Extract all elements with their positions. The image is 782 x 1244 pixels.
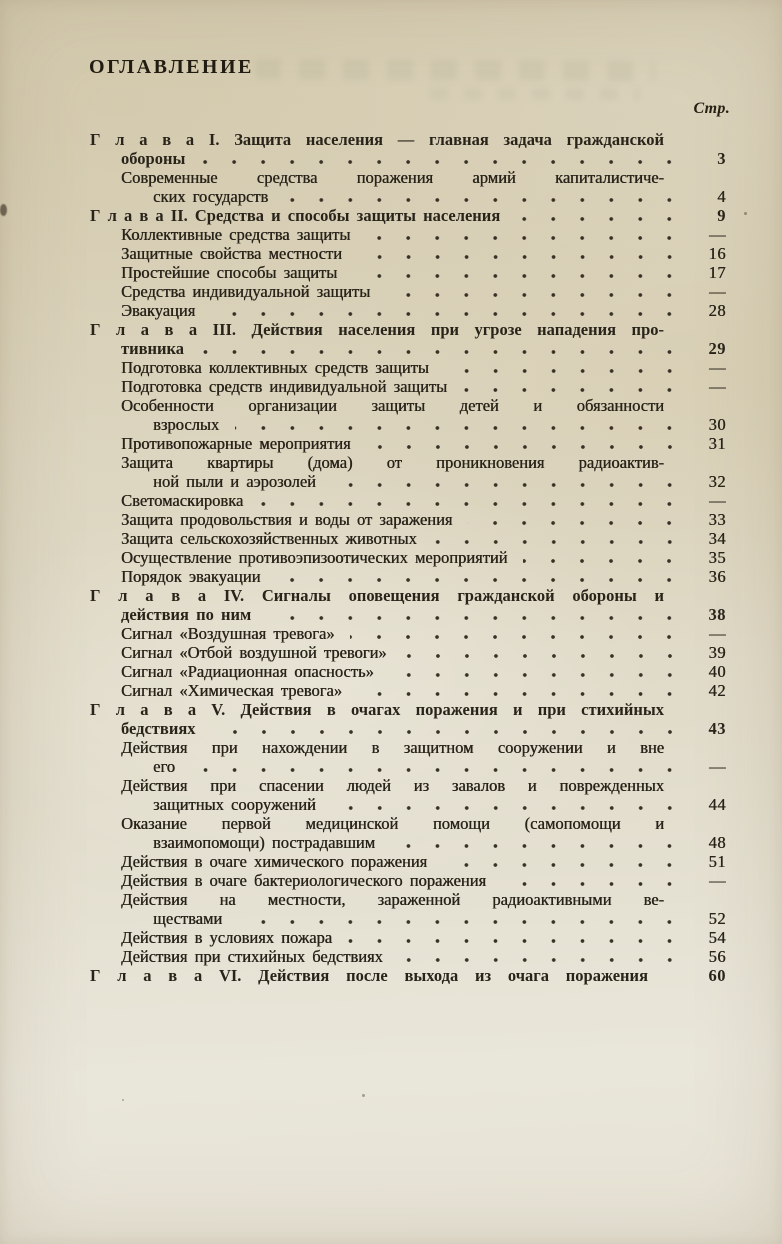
dot-leader xyxy=(200,349,684,355)
page-number: 35 xyxy=(708,548,726,567)
page-number: 4 xyxy=(717,187,726,206)
dot-leader xyxy=(523,558,684,564)
toc-line-text: Оказание первой медицинской помощи (самопомощи и xyxy=(121,814,664,833)
toc-line xyxy=(90,548,726,567)
toc-line xyxy=(90,453,726,472)
page-number: — xyxy=(709,358,726,377)
toc-line-text: Действия в очаге бактериологического поражения xyxy=(121,871,487,890)
toc-line-text: Действия при спасении людей из завалов и поврежденных xyxy=(121,776,664,795)
dot-leader xyxy=(332,805,684,811)
dot-leader xyxy=(445,368,684,374)
toc-line-text: Г л а в а I. Защита населения — главная задача гражданской xyxy=(90,130,664,149)
toc-line-text: Г л а в а V. Действия в очагах поражения и при стихийных xyxy=(90,700,664,719)
toc-line-text: Г л а в а VI. Действия после выхода из очага поражения xyxy=(90,966,648,985)
dot-leader xyxy=(201,159,684,165)
toc-line xyxy=(90,358,726,377)
dot-leader xyxy=(235,425,684,431)
toc-line-text: Средства индивидуальной защиты xyxy=(121,282,371,301)
dot-leader xyxy=(516,216,684,222)
toc-line-text: ских государств xyxy=(153,187,269,206)
toc-line-text: Действия в условиях пожара xyxy=(121,928,333,947)
toc-line xyxy=(90,187,726,206)
page-number: 44 xyxy=(708,795,726,814)
dot-leader xyxy=(443,862,684,868)
toc-line xyxy=(90,776,726,795)
toc-line-text: Защита квартиры (дома) от проникновения радиоактив- xyxy=(121,453,664,472)
page-number: 29 xyxy=(708,339,726,358)
page-number: 52 xyxy=(708,909,726,928)
dot-leader xyxy=(468,520,684,526)
toc-line-text: взрослых xyxy=(153,415,220,434)
toc-line xyxy=(90,130,726,149)
toc-line-text: Эвакуация xyxy=(121,301,196,320)
page-number: 30 xyxy=(708,415,726,434)
toc-line xyxy=(90,339,726,358)
toc-line-text: Сигнал «Воздушная тревога» xyxy=(121,624,335,643)
toc-line xyxy=(90,282,726,301)
dot-leader xyxy=(284,197,684,203)
toc-list xyxy=(90,130,726,985)
page-number: 38 xyxy=(708,605,726,624)
toc-line xyxy=(90,700,726,719)
page-number: — xyxy=(709,282,726,301)
toc-line xyxy=(90,662,726,681)
page-number: 48 xyxy=(708,833,726,852)
page-number: — xyxy=(709,871,726,890)
toc-line-text: бедствиях xyxy=(121,719,196,738)
toc-line-text: ной пыли и аэрозолей xyxy=(153,472,316,491)
page-number: 39 xyxy=(708,643,726,662)
bleed-through-artifact xyxy=(255,59,655,81)
toc-line xyxy=(90,871,726,890)
toc-line-text: тивника xyxy=(121,339,185,358)
toc-line-text: взаимопомощи) пострадавшим xyxy=(153,833,376,852)
toc-line xyxy=(90,643,726,662)
toc-line-text: Защитные свойства местности xyxy=(121,244,342,263)
toc-line xyxy=(90,947,726,966)
page-number: 34 xyxy=(708,529,726,548)
page-number: 43 xyxy=(708,719,726,738)
toc-line xyxy=(90,567,726,586)
dot-leader xyxy=(358,254,684,260)
toc-line-text: Сигнал «Радиационная опасность» xyxy=(121,662,374,681)
toc-line xyxy=(90,814,726,833)
toc-line xyxy=(90,529,726,548)
toc-line-text: Действия на местности, зараженной радиоактивными ве- xyxy=(121,890,664,909)
dot-leader xyxy=(211,311,684,317)
toc-line xyxy=(90,168,726,187)
page-number: 32 xyxy=(708,472,726,491)
toc-line xyxy=(90,795,726,814)
toc-line xyxy=(90,966,726,985)
toc-line-text: Коллективные средства защиты xyxy=(121,225,351,244)
page-number: 16 xyxy=(708,244,726,263)
page-number: — xyxy=(709,757,726,776)
toc-line-text: его xyxy=(153,757,175,776)
toc-line-text: Противопожарные мероприятия xyxy=(121,434,351,453)
dot-leader xyxy=(367,444,684,450)
dot-leader xyxy=(358,691,684,697)
dot-leader xyxy=(433,539,684,545)
toc-line xyxy=(90,852,726,871)
toc-line xyxy=(90,301,726,320)
toc-line-text: Светомаскировка xyxy=(121,491,244,510)
page-number: — xyxy=(709,624,726,643)
toc-line xyxy=(90,434,726,453)
page-number: 9 xyxy=(717,206,726,225)
toc-line xyxy=(90,263,726,282)
toc-line xyxy=(90,244,726,263)
page-number: 28 xyxy=(708,301,726,320)
paper-speck xyxy=(744,212,747,215)
toc-line-text: Современные средства поражения армий капиталистиче- xyxy=(121,168,664,187)
page-number: 60 xyxy=(708,966,726,985)
dot-leader xyxy=(259,501,684,507)
page-number: 31 xyxy=(708,434,726,453)
toc-line-text: ществами xyxy=(153,909,223,928)
toc-line-text: Подготовка коллективных средств защиты xyxy=(121,358,429,377)
dot-leader xyxy=(212,729,684,735)
dot-leader xyxy=(348,938,684,944)
toc-line xyxy=(90,890,726,909)
toc-line-text: Г л а в а II. Средства и способы защиты населения xyxy=(90,206,501,225)
page-number: 36 xyxy=(708,567,726,586)
page-column-header: Стр. xyxy=(693,100,730,117)
dot-leader xyxy=(238,919,684,925)
toc-line xyxy=(90,206,726,225)
toc-line xyxy=(90,757,726,776)
dot-leader xyxy=(502,881,684,887)
dot-leader xyxy=(463,387,684,393)
toc-line xyxy=(90,149,726,168)
page-number: 54 xyxy=(708,928,726,947)
toc-line xyxy=(90,909,726,928)
toc-line xyxy=(90,738,726,757)
page-number: 3 xyxy=(717,149,726,168)
dot-leader xyxy=(386,292,684,298)
dot-leader xyxy=(403,653,684,659)
toc-line-text: Действия в очаге химического поражения xyxy=(121,852,428,871)
paper-speck xyxy=(362,1094,365,1097)
dot-leader xyxy=(391,843,684,849)
page-number: 33 xyxy=(708,510,726,529)
toc-line xyxy=(90,415,726,434)
page-number: — xyxy=(709,491,726,510)
toc-line xyxy=(90,681,726,700)
toc-line-text: Г л а в а III. Действия населения при угрозе нападения про- xyxy=(90,320,664,339)
bleed-through-artifact xyxy=(430,88,640,100)
toc-line xyxy=(90,472,726,491)
dot-leader xyxy=(366,235,684,241)
toc-line-text: защитных сооружений xyxy=(153,795,316,814)
toc-line-text: действия по ним xyxy=(121,605,252,624)
toc-line-text: Особенности организации защиты детей и обязанности xyxy=(121,396,664,415)
dot-leader xyxy=(276,577,684,583)
toc-line xyxy=(90,510,726,529)
paper-speck xyxy=(122,1099,124,1101)
dot-leader xyxy=(390,672,684,678)
toc-line-text: Подготовка средств индивидуальной защиты xyxy=(121,377,448,396)
toc-line-text: Действия при нахождении в защитном сооружении и вне xyxy=(121,738,664,757)
toc-line-text: Защита продовольствия и воды от заражения xyxy=(121,510,453,529)
dot-leader xyxy=(191,767,684,773)
toc-line-text: обороны xyxy=(121,149,186,168)
dot-leader xyxy=(332,482,684,488)
toc-line-text: Действия при стихийных бедствиях xyxy=(121,947,383,966)
toc-line xyxy=(90,396,726,415)
dot-leader xyxy=(267,615,684,621)
toc-line-text: Защита сельскохозяйственных животных xyxy=(121,529,417,548)
dot-leader xyxy=(353,273,684,279)
dot-leader xyxy=(399,957,684,963)
toc-line-text: Осуществление противоэпизоотических мероприятий xyxy=(121,548,508,567)
toc-line-text: Сигнал «Химическая тревога» xyxy=(121,681,342,700)
page-number: 56 xyxy=(708,947,726,966)
toc-line xyxy=(90,928,726,947)
toc-line xyxy=(90,605,726,624)
page-number: — xyxy=(709,225,726,244)
toc-line-text: Простейшие способы защиты xyxy=(121,263,338,282)
page-number: 17 xyxy=(708,263,726,282)
page-number: 40 xyxy=(708,662,726,681)
page-number: 51 xyxy=(708,852,726,871)
toc-line xyxy=(90,624,726,643)
page-title: ОГЛАВЛЕНИЕ xyxy=(89,56,254,78)
toc-line xyxy=(90,320,726,339)
toc-line xyxy=(90,586,726,605)
toc-line-text: Г л а в а IV. Сигналы оповещения гражданской обороны и xyxy=(90,586,664,605)
toc-line-text: Сигнал «Отбой воздушной тревоги» xyxy=(121,643,387,662)
toc-line xyxy=(90,491,726,510)
page-number: — xyxy=(709,377,726,396)
toc-line xyxy=(90,225,726,244)
toc-line-text: Порядок эвакуации xyxy=(121,567,261,586)
dot-leader xyxy=(350,634,684,640)
page-number: 42 xyxy=(708,681,726,700)
toc-line xyxy=(90,377,726,396)
paper-speck xyxy=(0,204,7,216)
toc-line xyxy=(90,719,726,738)
toc-line xyxy=(90,833,726,852)
